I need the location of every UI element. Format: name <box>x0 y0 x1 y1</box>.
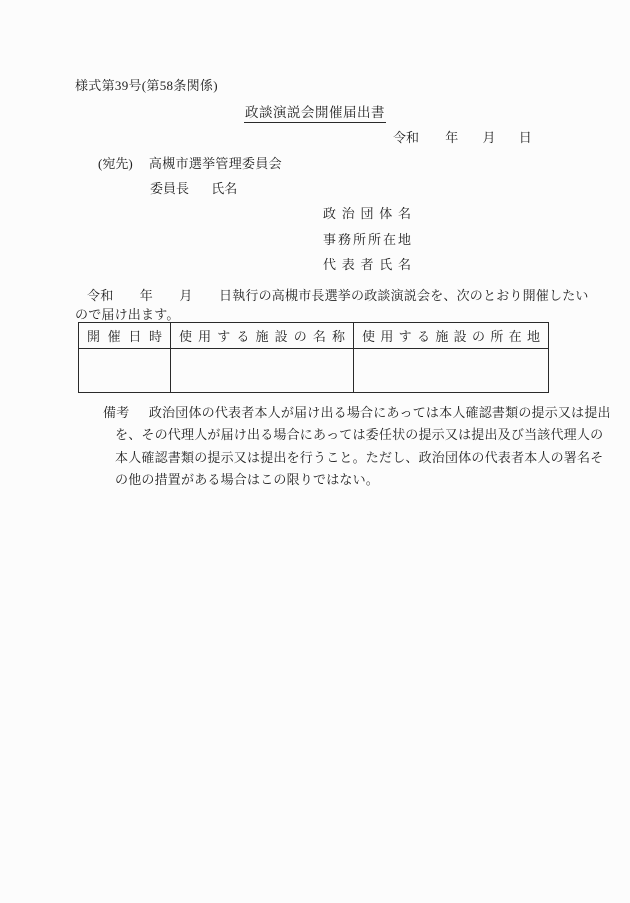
date-era-label: 令和 <box>393 130 420 145</box>
body-paragraph-line-2: ので届け出ます。 <box>75 307 180 322</box>
date-line <box>393 127 532 146</box>
schedule-table-data-row <box>79 349 549 393</box>
schedule-table-header-row <box>79 323 549 349</box>
representative-name-label: 代 表 者 氏 名 <box>323 257 411 273</box>
page-title-row <box>0 101 630 121</box>
chairman-title: 委員長 <box>150 181 190 196</box>
chairman-name-label: 氏名 <box>211 181 238 196</box>
date-month-label: 月 <box>482 130 496 145</box>
remarks-line-4: の他の措置がある場合はこの限りではない。 <box>115 472 380 488</box>
remarks-line-1-text: 政治団体の代表者本人が届け出る場合にあっては本人確認書類の提示又は提出 <box>148 405 611 420</box>
addressee-name: 高槻市選挙管理委員会 <box>148 156 282 171</box>
cell-date-time <box>79 349 171 393</box>
addressee-line <box>98 153 282 172</box>
remarks-line-2: を、その代理人が届け出る場合にあっては委任状の提示又は提出及び当該代理人の <box>115 427 604 443</box>
page-title: 政談演説会開催届出書 <box>244 105 386 123</box>
office-address-label: 事務所所在地 <box>323 231 411 247</box>
schedule-table <box>78 322 549 393</box>
cell-facility-name <box>171 349 354 393</box>
header-date-time: 開 催 日 時 <box>79 323 171 349</box>
header-facility-address: 使 用 す る 施 設 の 所 在 地 <box>354 323 549 349</box>
addressee-prefix: (宛先) <box>98 156 133 171</box>
remarks-line-1 <box>103 402 611 424</box>
body-paragraph-line-1: 令和 年 月 日執行の高槻市長選挙の政談演説会を、次のとおり開催したい <box>87 288 589 303</box>
remarks-label: 備考 <box>103 405 130 420</box>
applicant-label-block <box>323 201 411 278</box>
date-year-label: 年 <box>445 130 459 145</box>
remarks-line-3: 本人確認書類の提示又は提出を行うこと。ただし、政治団体の代表者本人の署名そ <box>115 449 604 465</box>
header-facility-name: 使 用 す る 施 設 の 名 称 <box>171 323 354 349</box>
chairman-line <box>150 178 237 197</box>
organization-name-label: 政 治 団 体 名 <box>323 206 411 221</box>
form-number: 様式第39号(第58条関係) <box>75 78 218 93</box>
date-day-label: 日 <box>518 130 532 145</box>
remarks-block <box>103 402 611 492</box>
cell-facility-address <box>354 349 549 393</box>
